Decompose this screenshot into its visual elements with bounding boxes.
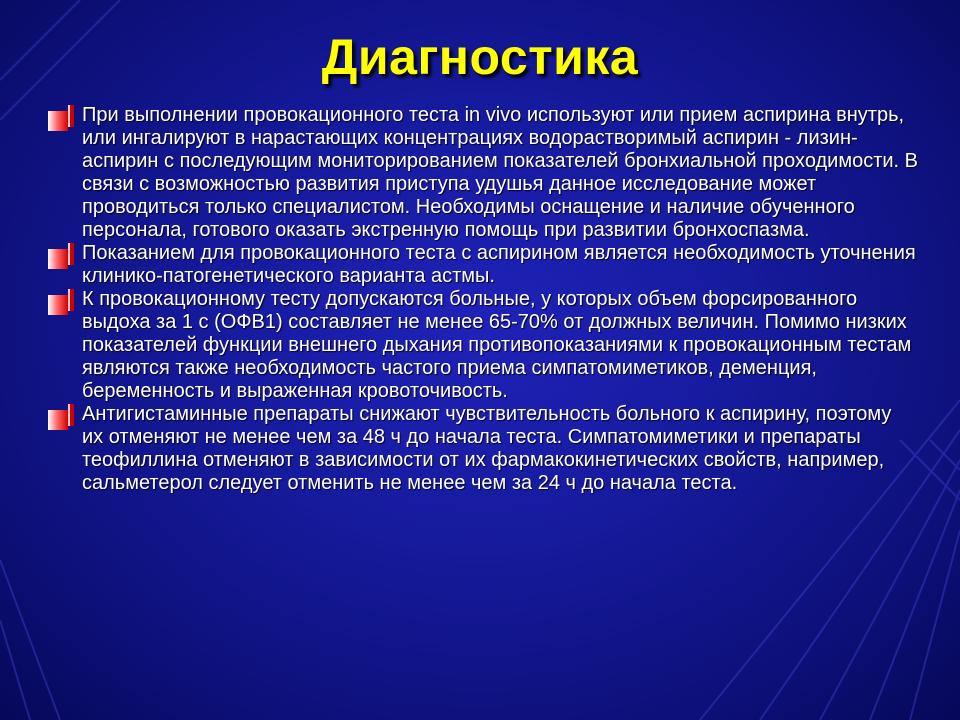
- bullet-list: [48, 104, 918, 495]
- bullet-text: При выполнении провокационного теста in vivo используют или прием аспирина внутрь, или ингалируют в нарастающих концентрациях водорастворимый аспирин - лизин-аспирин с последующим мониторированием показателей бронхиальной проходимости. В связи с возможностью развития приступа удушья данное исследование может проводиться только специалистом. Необходимы оснащение и наличие обученного персонала, готового оказать экстренную помощь при развитии бронхоспазма.: [82, 104, 918, 241]
- slide-title: Диагностика: [321, 29, 639, 85]
- red-square-bullet-icon: [48, 289, 76, 315]
- bullet-item: [48, 288, 918, 403]
- bullet-item: [48, 242, 918, 288]
- red-square-bullet-icon: [48, 243, 76, 269]
- bullet-text: Показанием для провокационного теста с аспирином является необходимость уточнения клинико-патогенетического варианта астмы.: [82, 242, 916, 287]
- bullet-item: [48, 104, 918, 242]
- bullet-text: К провокационному тесту допускаются больные, у которых объем форсированного выдоха за 1 с (ОФВ1) составляет не менее 65-70% от должных величин. Помимо низких показателей функции внешнего дыхания противопоказаниями к провокационным тестам являются также необходимость частого приема симпатомиметиков, деменция, беременность и выраженная кровоточивость.: [82, 288, 912, 402]
- bullet-text: Антигистаминные препараты снижают чувствительность больного к аспирину, поэтому их отменяют не менее чем за 48 ч до начала теста. Симпатомиметики и препараты теофиллина отменяют в зависимости от их фармакокинетических свойств, например, сальметерол следует отменить не менее чем за 24 ч до начала теста.: [82, 403, 892, 494]
- red-square-bullet-icon: [48, 105, 76, 131]
- bullet-item: [48, 403, 918, 495]
- red-square-bullet-icon: [48, 404, 76, 430]
